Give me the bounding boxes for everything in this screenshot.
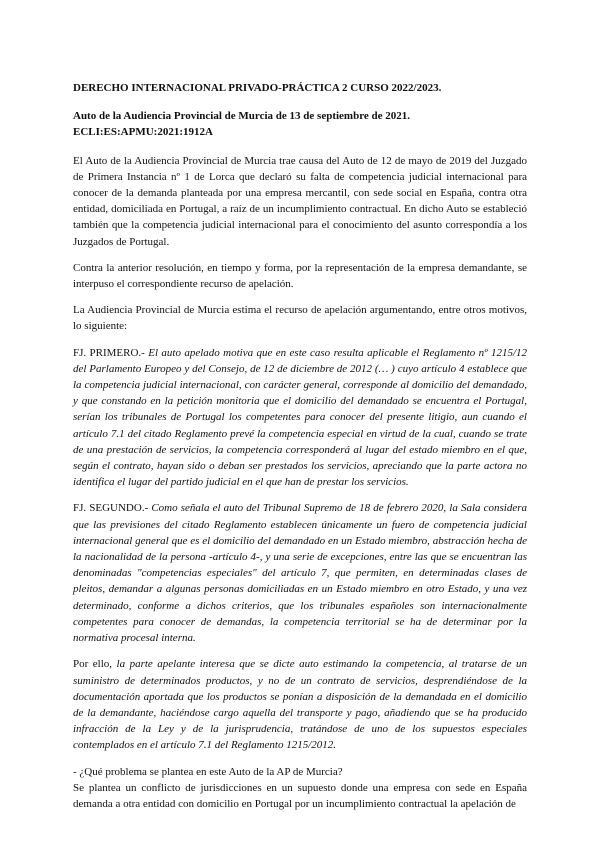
subtitle-court-ruling: Auto de la Audiencia Provincial de Murcia de 13 de septiembre de 2021. bbox=[73, 110, 411, 123]
fj-primero-body: El auto apelado motiva que en este caso resulta aplicable el Reglamento nº 1215/12 del Parlamento Europeo y del Consejo, de 12 de diciembre de 2012 (… ) cuyo artículo 4 establece que la competencia judicial internacional, con carácter general, corresponde al domicilio del demandado, y que constando en la petición monitoria que el domicilio del demandado se encuentra el Portugal, serían los tribunales de Portugal los competentes para conocer del presente litigio, aun cuando el artículo 7.1 del citado Reglamento prevé la competencia especial en virtud de la cual, cuando se trate de una prestación de servicios, la competencia corresponderá al lugar del estado miembro en el que, según el contrato, hayan sido o deban ser prestados los servicios, apreciando que la parte actora no identifica el lugar del partido judicial en el que han de prestar los servicios. bbox=[73, 346, 528, 489]
paragraph-background: El Auto de la Audiencia Provincial de Murcia trae causa del Auto de 12 de mayo de 2019 del Juzgado de Primera Instancia nº 1 de Lorca que declaró su falta de competencia judicial internacional para conocer de la demanda planteada por una empresa mercantil, con sede social en España, contra otra entidad, domiciliada en Portugal, a raíz de un incumplimiento contractual. En dicho Auto se estableció también que la competencia judicial internacional para el conocimiento del asunto correspondía a los Juzgados de Portugal. bbox=[73, 154, 527, 248]
question-heading: - ¿Qué problema se plantea en este Auto de la AP de Murcia? bbox=[73, 765, 343, 778]
document-title: DERECHO INTERNACIONAL PRIVADO-PRÁCTICA 2 CURSO 2022/2023. bbox=[73, 82, 442, 94]
paragraph-fj-segundo bbox=[73, 500, 527, 646]
fj-segundo-body: Como señala el auto del Tribunal Supremo de 18 de febrero 2020, la Sala considera que las previsiones del citado Reglamento establecen únicamente un fuero de competencia judicial internacional general que es el domicilio del demandado en un Estado miembro, abstracción hecha de la nacionalidad de la persona -artículo 4-, y una serie de excepciones, entre las que se encuentran las denominadas "competencias especiales" del artículo 7, que permiten, en determinadas clases de pleitos, demandar a algunas personas domiciliadas en un Estado miembro en otro Estado, y una vez determinado, conforme a dichos criterios, que los tribunales españoles son internacionalmente competentes para conocer de demandas, la competencia territorial se ha de determinar por la normativa procesal interna. bbox=[73, 502, 527, 645]
paragraph-fj-primero bbox=[73, 345, 527, 491]
paragraph-answer: Se plantea un conflicto de jurisdicciones en un supuesto donde una empresa con sede en España demanda a otra entidad con domicilio en Portugal por un incumplimiento contractual la apelación de bbox=[73, 781, 527, 810]
paragraph-appeal: Contra la anterior resolución, en tiempo y forma, por la representación de la empresa demandante, se interpuso el correspondiente recurso de apelación. bbox=[73, 261, 527, 291]
document-page bbox=[73, 80, 527, 812]
paragraph-por-ello bbox=[73, 656, 527, 753]
document-subtitle bbox=[73, 108, 527, 140]
fj-segundo-lead: FJ. SEGUNDO.- bbox=[73, 502, 149, 515]
fj-primero-lead: FJ. PRIMERO.- bbox=[73, 346, 145, 359]
paragraph-decision-intro: La Audiencia Provincial de Murcia estima el recurso de apelación argumentando, entre otros motivos, lo siguiente: bbox=[73, 304, 527, 333]
subtitle-ecli: ECLI:ES:APMU:2021:1912A bbox=[73, 126, 213, 139]
por-ello-lead: Por ello, bbox=[73, 658, 113, 671]
por-ello-body: la parte apelante interesa que se dicte auto estimando la competencia, al tratarse de un suministro de determinados productos, y no de un contrato de servicios, desprendiéndose de la documentación aportada que los productos se ponían a disposición de la demandada en el domicilio de la demandante, haciéndose cargo aquella del transporte y pago, añadiendo que se ha producido infracción de la Ley y de la jurisprudencia, tratándose de uno de los supuestos especiales contemplados en el artículo 7.1 del Reglamento 1215/2012. bbox=[73, 658, 527, 752]
